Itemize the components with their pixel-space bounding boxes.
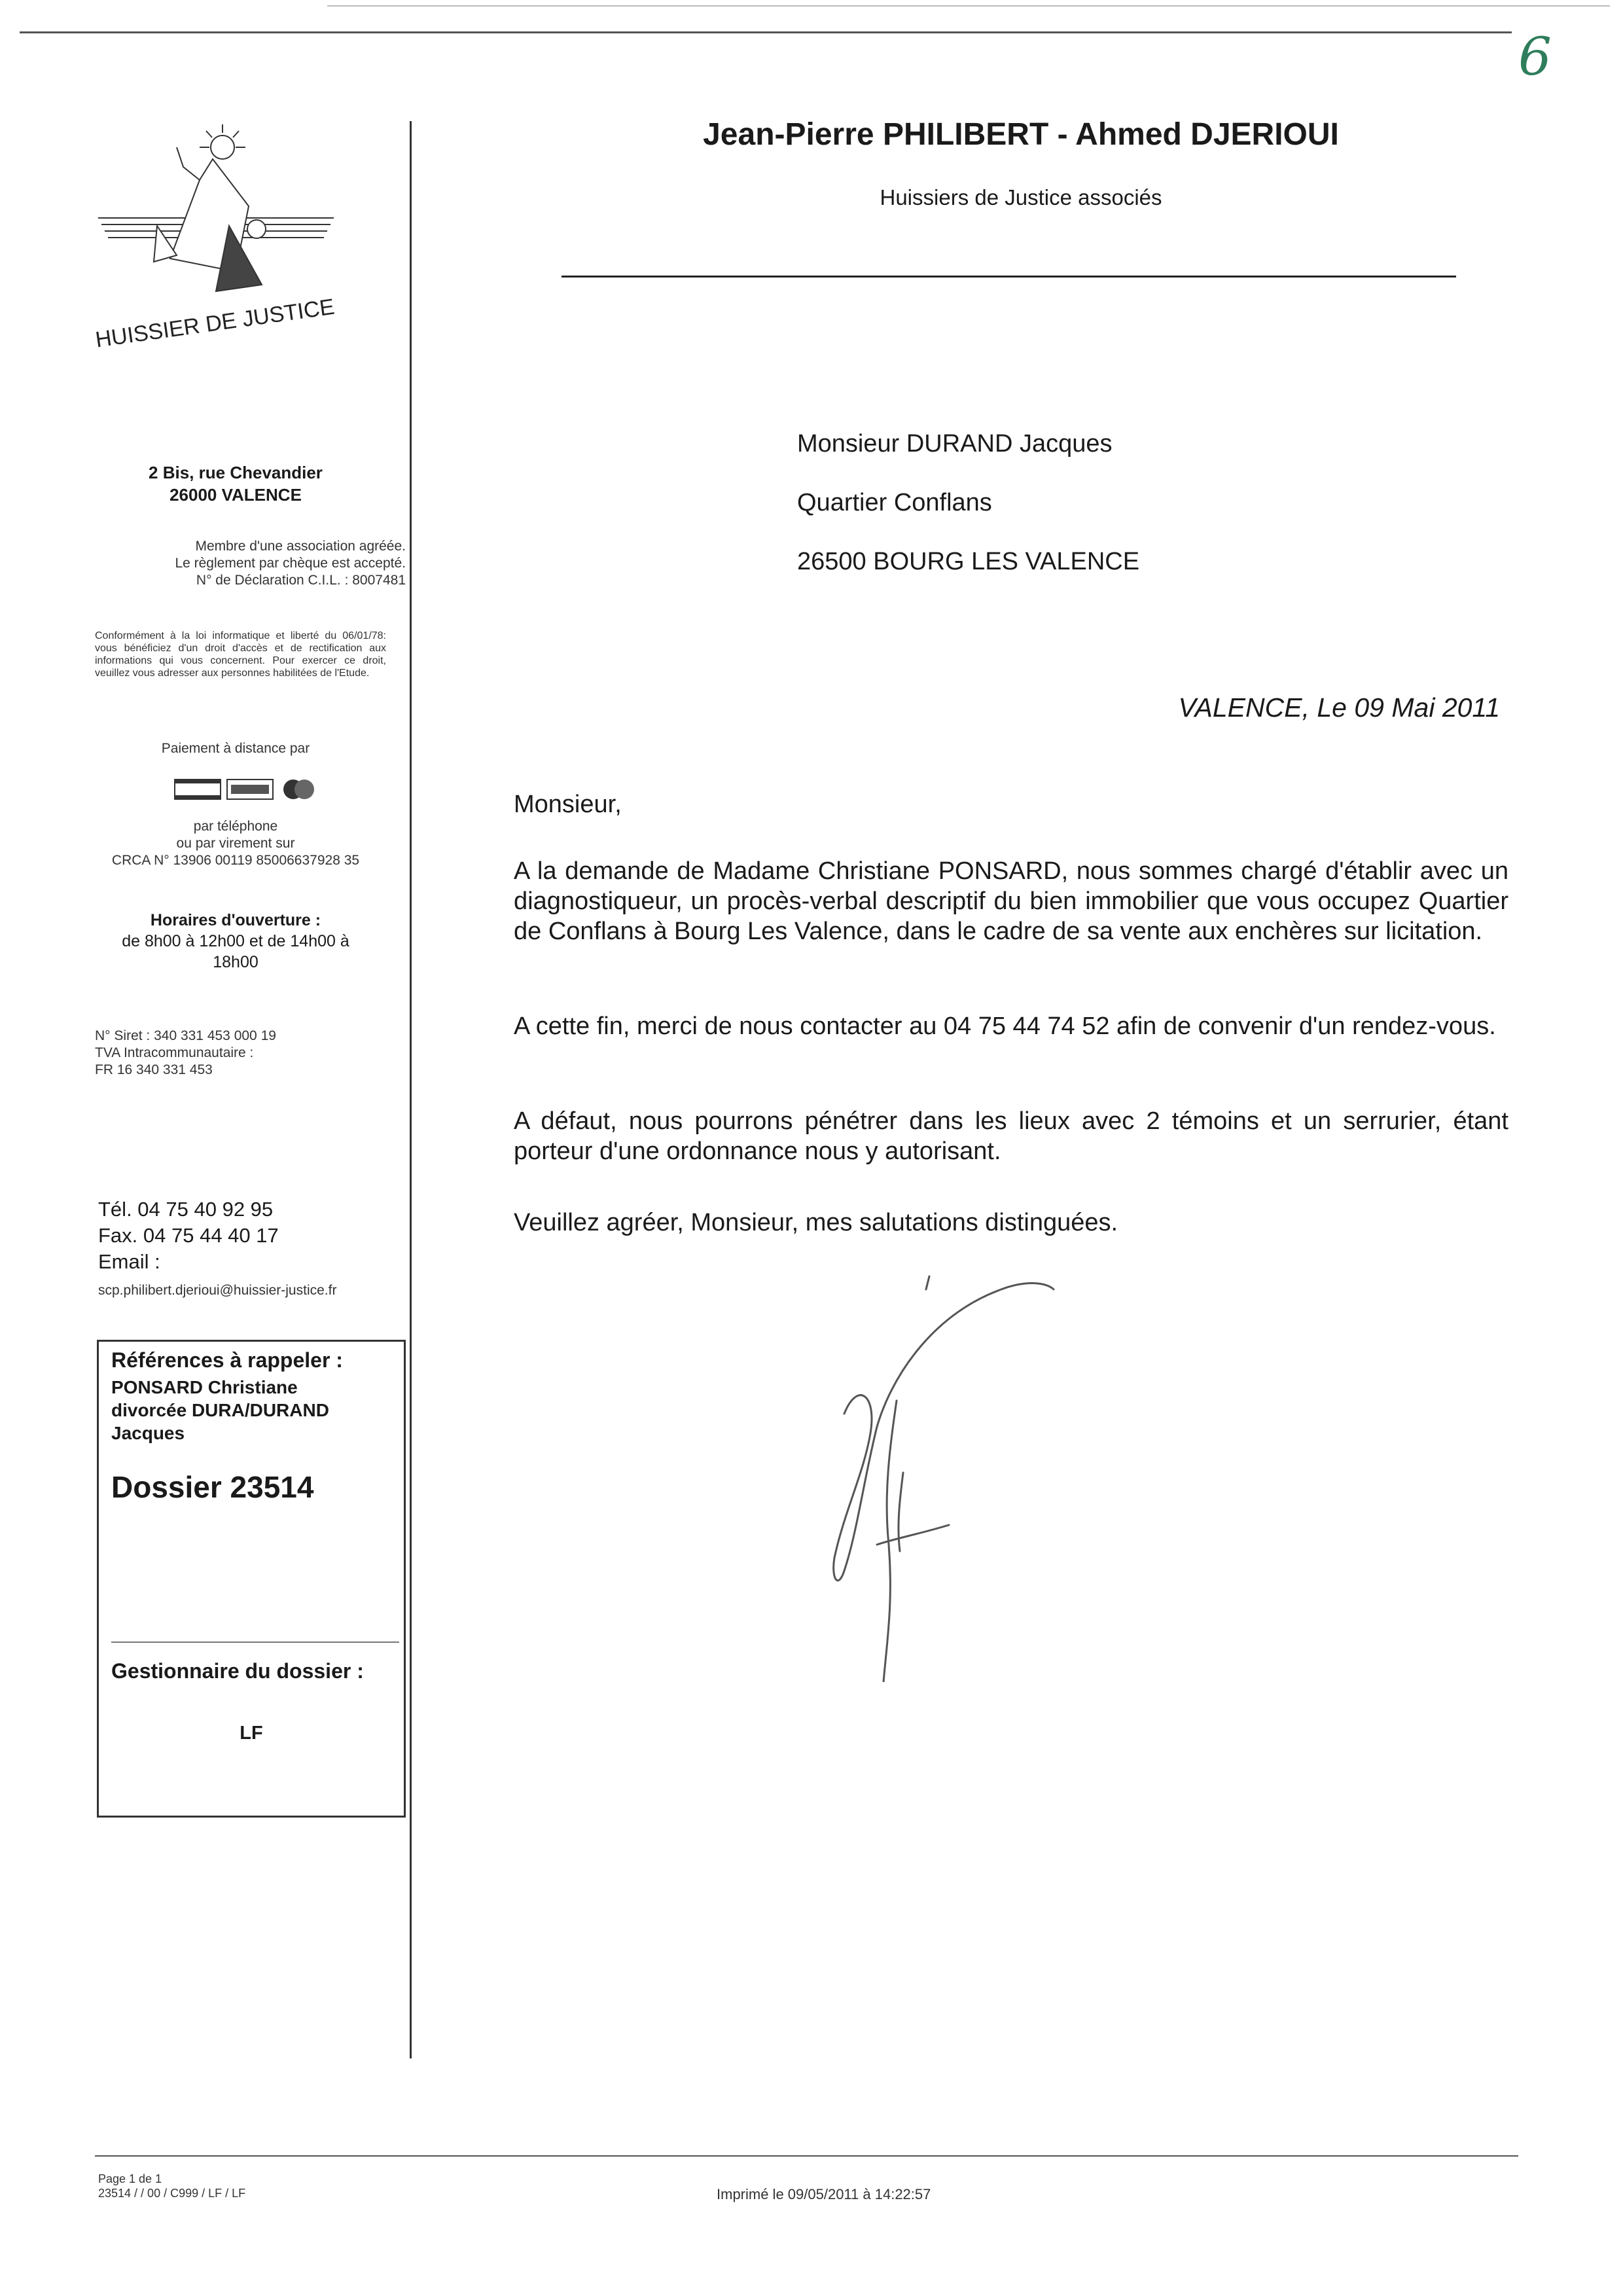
hours-line-1: de 8h00 à 12h00 et de 14h00 à	[122, 932, 349, 950]
payment-cards-icon	[173, 776, 324, 802]
payment-details	[65, 818, 406, 869]
file-manager-title: Gestionnaire du dossier :	[111, 1659, 364, 1683]
recipient-street: Quartier Conflans	[797, 489, 992, 516]
bank-account: CRCA N° 13906 00119 85006637928 35	[111, 853, 360, 868]
recipient-city: 26500 BOURG LES VALENCE	[797, 548, 1140, 575]
recipient-address	[797, 414, 1139, 591]
document-code: 23514 / / 00 / C999 / LF / LF	[98, 2187, 246, 2200]
reference-line-1: PONSARD Christiane	[111, 1377, 298, 1397]
payment-phone: par téléphone	[193, 819, 278, 834]
logo-text: HUISSIER DE JUSTICE	[94, 294, 336, 353]
references-parties	[111, 1376, 399, 1444]
references-divider	[111, 1641, 399, 1643]
payment-title: Paiement à distance par	[161, 741, 310, 756]
address-city: 26000 VALENCE	[169, 485, 302, 505]
scan-top-rule	[20, 31, 1512, 33]
opening-hours	[65, 931, 406, 973]
fax: Fax. 04 75 44 40 17	[98, 1224, 279, 1247]
association-notice	[79, 538, 406, 589]
privacy-notice: Conformément à la loi informatique et liberté du 06/01/78: vous bénéficiez d'un droit d'accès et de rectification aux informations qui vous concernent. Pour exercer ce droit, veuillez vous adresser aux personnes habilitées de l'Etude.	[95, 630, 386, 679]
footer-rule	[95, 2155, 1518, 2157]
firm-name: Jean-Pierre PHILIBERT - Ahmed DJERIOUI	[703, 117, 1339, 152]
references-title: Références à rappeler :	[111, 1348, 343, 1372]
letter-date: VALENCE, Le 09 Mai 2011	[1178, 692, 1500, 723]
address-street: 2 Bis, rue Chevandier	[149, 463, 323, 482]
hours-line-2: 18h00	[213, 953, 259, 971]
footer-page-info	[98, 2172, 245, 2200]
email-address: scp.philibert.djerioui@huissier-justice.fr	[98, 1283, 337, 1298]
salutation: Monsieur,	[514, 791, 622, 818]
huissier-logo	[92, 121, 340, 363]
scan-edge-line	[327, 5, 1610, 7]
siret: N° Siret : 340 331 453 000 19	[95, 1028, 276, 1043]
office-address	[65, 461, 406, 506]
handwritten-signature	[805, 1263, 1067, 1682]
paragraph-contact: A cette fin, merci de nous contacter au 04 75 44 74 52 afin de convenir d'un rendez-vous.	[514, 1013, 1496, 1040]
email-label: Email :	[98, 1250, 160, 1273]
vat-label: TVA Intracommunautaire :	[95, 1045, 254, 1060]
recipient-name: Monsieur DURAND Jacques	[797, 430, 1113, 457]
payment-transfer: ou par virement sur	[176, 836, 295, 851]
company-ids	[95, 1028, 276, 1079]
page-number: Page 1 de 1	[98, 2172, 162, 2185]
reference-line-2: divorcée DURA/DURAND	[111, 1400, 329, 1420]
handwritten-page-number: 6	[1518, 26, 1552, 87]
contact-block	[98, 1196, 279, 1275]
telephone: Tél. 04 75 40 92 95	[98, 1198, 274, 1221]
paragraph-request: A la demande de Madame Christiane PONSARD, nous sommes chargé d'établir avec un diagnostiqueur, un procès-verbal descriptif du bien immobilier que vous occupez Quartier de Conflans à Bourg Les Valence, dans le cadre de sa vente aux enchères sur licitation.	[514, 857, 1508, 945]
header-rule	[562, 276, 1456, 278]
vat-number: FR 16 340 331 453	[95, 1062, 213, 1077]
paragraph-closing: Veuillez agréer, Monsieur, mes salutations distinguées.	[514, 1209, 1118, 1236]
firm-subtitle: Huissiers de Justice associés	[880, 185, 1162, 209]
opening-hours-title: Horaires d'ouverture :	[150, 911, 321, 929]
assoc-line-3: N° de Déclaration C.I.L. : 8007481	[196, 573, 406, 588]
assoc-line-1: Membre d'une association agréée.	[195, 539, 406, 554]
column-divider	[410, 121, 412, 2058]
assoc-line-2: Le règlement par chèque est accepté.	[175, 556, 406, 571]
reference-line-3: Jacques	[111, 1423, 185, 1443]
file-manager-initials: LF	[240, 1723, 263, 1744]
paragraph-default: A défaut, nous pourrons pénétrer dans les lieux avec 2 témoins et un serrurier, étant porteur d'une ordonnance nous y autorisant.	[514, 1107, 1508, 1165]
dossier-number: Dossier 23514	[111, 1470, 314, 1504]
print-timestamp: Imprimé le 09/05/2011 à 14:22:57	[717, 2186, 931, 2202]
